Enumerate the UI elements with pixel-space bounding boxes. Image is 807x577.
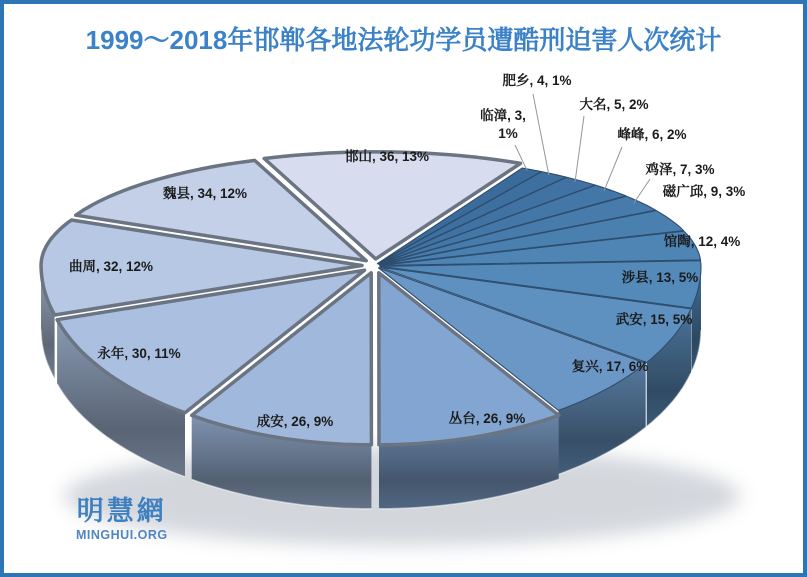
logo-latin-text: MINGHUI.ORG (76, 528, 168, 542)
slice-label: 肥乡, 4, 1% (502, 73, 572, 88)
slice-label: 邯山, 36, 13% (344, 149, 430, 164)
slice-label: 永年, 30, 11% (97, 346, 181, 361)
leader-line (634, 179, 650, 203)
slice-label: 武安, 15, 5% (615, 312, 693, 327)
slice-label: 成安, 26, 9% (256, 414, 334, 429)
slice-label: 峰峰, 6, 2% (617, 127, 687, 142)
minghui-logo (76, 498, 168, 542)
leader-line (575, 116, 584, 182)
logo-chinese-text: 明慧網 (76, 496, 167, 526)
leader-line (533, 94, 549, 175)
slice-label: 大名, 5, 2% (579, 97, 649, 112)
slice-label: 涉县, 13, 5% (621, 270, 699, 285)
slice-label: 1% (498, 126, 518, 141)
slice-label: 临漳, 3, (480, 108, 526, 123)
slice-label: 馆陶, 12, 4% (663, 234, 741, 249)
chart-title: 1999～2018年邯郸各地法轮功学员遭酷刑迫害人次统计 (85, 25, 722, 55)
slice-label: 复兴, 17, 6% (571, 359, 649, 374)
leader-line (604, 147, 622, 191)
pie-chart (4, 4, 807, 577)
slice-label: 丛台, 26, 9% (448, 411, 526, 426)
slice-label: 曲周, 32, 12% (68, 259, 154, 274)
slice-label: 磁广邱, 9, 3% (662, 184, 746, 199)
slice-label: 魏县, 34, 12% (162, 186, 248, 201)
slice-label: 鸡泽, 7, 3% (645, 162, 715, 177)
